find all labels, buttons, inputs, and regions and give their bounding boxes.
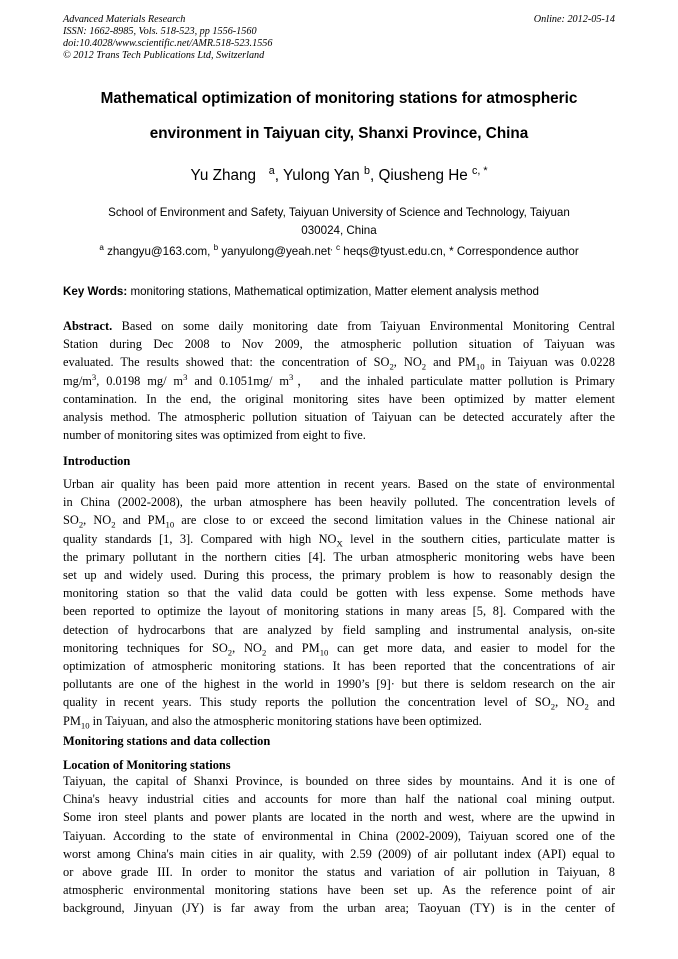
copyright-line: © 2012 Trans Tech Publications Ltd, Switzerland [63, 50, 265, 61]
correspondence-note: * Correspondence author [449, 245, 579, 258]
body-line: optimization of atmospheric monitoring stations. It has been reported that the concentrations of air [63, 659, 615, 674]
author-sup: b [364, 164, 370, 177]
email-sup: b [213, 243, 219, 253]
online-date: Online: 2012-05-14 [533, 14, 615, 25]
body-line: $PM_{10}$ in Taiyuan, and also the atmospheric monitoring stations have been optimized. [63, 713, 482, 731]
body-line: $SO_2$, $NO_2$ and $PM_{10}$ are close to or exceed the second limitation values in the Chinese national air [63, 513, 616, 530]
email-sup: c [335, 243, 341, 253]
author-sup: a [268, 164, 275, 177]
body-line: atmospheric environmental monitoring stations have been set up. As the reference point of air [63, 883, 615, 898]
introduction-body [63, 475, 615, 730]
keywords-text: monitoring stations, Mathematical optimization, Matter element analysis method [130, 285, 539, 298]
affiliation-line: 030024, China [301, 224, 377, 237]
body-line: pollutants are one of the highest in the world in 1990’s [9]· but there is seldom research on the air [63, 677, 615, 692]
keywords [63, 285, 615, 298]
section-heading-monitoring: Monitoring stations and data collection [63, 734, 271, 748]
author-list: Yu Zhang $^a$, Yulong Yan $^b$, Qiusheng He $^{c, *}$ [190, 164, 488, 184]
journal-name: Advanced Materials Research [63, 14, 186, 25]
body-line: Taiyuan, the capital of Shanxi Province, is bounded on three sides by mountains. And it is one of [63, 774, 615, 788]
body-line: the primary pollutant in the northern cities [4]. The urban atmospheric monitoring webs have been [63, 549, 615, 564]
email-c[interactable]: heqs@tyust.edu.cn, [343, 245, 446, 258]
journal-header [63, 14, 272, 62]
author-sup: c, * [472, 164, 488, 177]
body-line: background, Jinyuan (JY) is far away from the urban area; Taoyuan (TY) is in the center of [63, 901, 615, 916]
affiliation-line: School of Environment and Safety, Taiyuan University of Science and Technology, Taiyuan [108, 206, 570, 219]
abstract [63, 317, 615, 444]
body-line: Some iron steel plants and power plants are located in the north and west, where are the upwind in [63, 810, 615, 825]
abstract-line: number of monitoring sites was optimized from eight to five. [63, 428, 366, 443]
abstract-label: Abstract. [63, 319, 113, 333]
keywords-label: Key Words: [63, 285, 128, 298]
paper-title-line-1: Mathematical optimization of monitoring stations for atmospheric [100, 90, 578, 107]
body-line: in China (2002-2008), the urban atmosphere has been heavily polluted. The concentration levels of [63, 495, 615, 510]
author-name: Yu Zhang [190, 167, 256, 184]
body-line: quality in recent years. This study reports the pollution the concentration level of $SO_2$, $NO_2$ and [63, 695, 615, 712]
email-a[interactable]: zhangyu@163.com, [107, 245, 211, 258]
body-line: quality standards [1, 3]. Compared with high $NO_X$ level in the southern cities, particulate matter is [63, 531, 615, 549]
paper-title-line-2: environment in Taiyuan city, Shanxi Province, China [149, 125, 529, 142]
email-b[interactable]: yanyulong@yeah.net [221, 245, 331, 258]
doi-line: doi:10.4028/www.scientific.net/AMR.518-523.1556 [63, 38, 273, 49]
body-line: monitoring station so that the valid data could be gotten with less expense. Some methods have [63, 586, 615, 601]
body-line: been reported to optimize the layout of monitoring stations in many areas [5, 8]. Compared with the [63, 604, 615, 619]
body-line: Urban air quality has been paid more attention in recent years. Based on the state of environmental [63, 477, 615, 491]
location-body [63, 772, 615, 918]
abstract-line: evaluated. The results showed that: the concentration of $SO_2$, $NO_2$ and $PM_{10}$ in Taiyuan was 0.0228 [63, 355, 615, 372]
author-name: Yulong Yan [282, 167, 360, 184]
body-line: set up and widely used. During this process, the primary problem is how to reasonably design the [63, 568, 615, 583]
abstract-line: Station during Dec 2008 to Nov 2009, the atmospheric pollution situation of Taiyuan was [63, 337, 615, 352]
body-line: detection of hydrocarbons that are analyzed by field sampling and instrumental analysis, on-site [63, 622, 615, 637]
body-line: worst among China's main cities in air quality, with 2.59 (2009) of air pollutant index (API) equal to [63, 846, 615, 861]
abstract-line: analysis method. The atmospheric pollution situation of Taiyuan can be detected accurately after the [63, 410, 615, 425]
abstract-line: contamination. In the end, the original monitoring sites have been optimized by matter element [63, 391, 615, 406]
body-line: or above grade III. In order to monitor the status and variation of air pollution in Taiyuan, 8 [63, 865, 615, 880]
abstract-line: $mg/m^3$, 0.0198 mg/ $m^3$ and 0.1051mg/ $m^3$， and the inhaled particulate matter pollution is Primary [63, 371, 615, 388]
body-line: Taiyuan. According to the state of environmental in China (2002-2009), Taiyuan scored one of the [63, 828, 615, 843]
author-emails: $^a$ zhangyu@163.com, $^b$ yanyulong@yeah.net, $^c$ heqs@tyust.edu.cn, * Correspondence author [99, 243, 579, 258]
subsection-heading-location: Location of Monitoring stations [63, 758, 231, 772]
body-line: monitoring techniques for $SO_2$, $NO_2$ and $PM_{10}$ can get more data, and easier to model for the [63, 640, 616, 658]
section-heading-introduction: Introduction [63, 454, 131, 468]
author-name: Qiusheng He [378, 167, 468, 184]
abstract-line: Abstract. Based on some daily monitoring date from Taiyuan Environmental Monitoring Central [63, 319, 615, 333]
email-sup: a [99, 243, 104, 253]
issn-line: ISSN: 1662-8985, Vols. 518-523, pp 1556-1560 [63, 26, 257, 37]
body-line: China's heavy industrial cities and accounts for more than half the national coal mining output. [63, 792, 615, 807]
affiliation [63, 204, 615, 240]
